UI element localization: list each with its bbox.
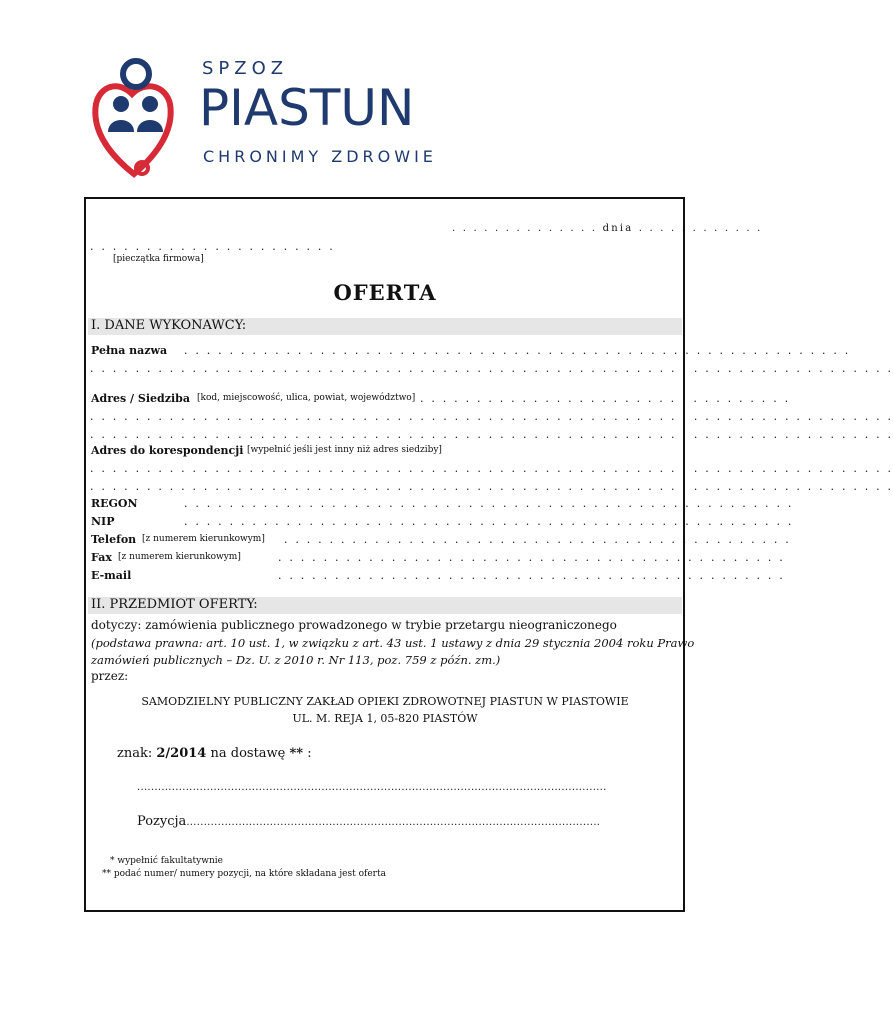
pozycja-line	[137, 814, 600, 829]
address-field[interactable]: . . . . . . . . . . . . . . . . . . . . . . . . . . . . . . . . .	[420, 392, 791, 405]
znak-colon: :	[303, 746, 312, 761]
footnote-2: ** podać numer/ numery pozycji, na które składana jest oferta	[102, 869, 386, 879]
address-field-2[interactable]: . . . . . . . . . . . . . . . . . . . . . . . . . . . . . . . . . . . . . . . . . . . . . . . . . . . . . . . . . . . . . . . . . . . . . . .	[90, 410, 893, 423]
correspondence-hint: [wypełnić jeśli jest inny niż adres siedziby]	[247, 445, 442, 455]
nip-field[interactable]: . . . . . . . . . . . . . . . . . . . . . . . . . . . . . . . . . . . . . . . . . . . . . . . . . . . . . .	[184, 515, 794, 528]
phone-label: Telefon	[91, 533, 137, 546]
znak-line	[117, 746, 312, 761]
email-label: E-mail	[91, 569, 132, 582]
phone-field[interactable]: . . . . . . . . . . . . . . . . . . . . . . . . . . . . . . . . . . . . . . . . . . . . .	[284, 533, 791, 546]
correspondence-label: Adres do korespondencji	[91, 444, 244, 457]
phone-hint: [z numerem kierunkowym]	[142, 534, 265, 544]
date-line[interactable]: . . . . . . . . . . . . . . dnia . . . . . . . . . . . .	[452, 223, 763, 234]
section1-heading: I. DANE WYKONAWCY:	[91, 318, 247, 333]
document-title: OFERTA	[333, 280, 437, 305]
logo-piastun: PIASTUN	[199, 79, 415, 137]
znak-suffix: na dostawę	[206, 746, 290, 761]
regon-field[interactable]: . . . . . . . . . . . . . . . . . . . . . . . . . . . . . . . . . . . . . . . . . . . . . . . . . . . . . .	[184, 497, 794, 510]
full-name-field[interactable]: . . . . . . . . . . . . . . . . . . . . . . . . . . . . . . . . . . . . . . . . . . . . . . . . . . . . . . . . . . .	[184, 344, 851, 357]
fax-field[interactable]: . . . . . . . . . . . . . . . . . . . . . . . . . . . . . . . . . . . . . . . . . . . . .	[278, 551, 785, 564]
delivery-field[interactable]: .......................................................................................................................................	[137, 782, 607, 793]
subject-line1: dotyczy: zamówienia publicznego prowadzonego w trybie przetargu nieograniczonego	[91, 618, 617, 632]
znak-stars: **	[289, 746, 304, 761]
address-hint: [kod, miejscowość, ulica, powiat, województwo]	[197, 393, 416, 403]
stamp-label: [pieczątka firmowa]	[113, 254, 204, 264]
correspondence-field-2[interactable]: . . . . . . . . . . . . . . . . . . . . . . . . . . . . . . . . . . . . . . . . . . . . . . . . . . . . . . . . . . . . . . . . . . . . . . .	[90, 480, 893, 493]
organization-name: SAMODZIELNY PUBLICZNY ZAKŁAD OPIEKI ZDROWOTNEJ PIASTUN W PIASTOWIE	[141, 695, 629, 708]
znak-value: 2/2014	[156, 746, 207, 761]
email-field[interactable]: . . . . . . . . . . . . . . . . . . . . . . . . . . . . . . . . . . . . . . . . . . . . .	[278, 569, 785, 582]
znak-prefix: znak:	[117, 746, 157, 761]
fax-hint: [z numerem kierunkowym]	[118, 552, 241, 562]
subject-line3: zamówień publicznych – Dz. U. z 2010 r. Nr 113, poz. 759 z późn. zm.)	[91, 653, 501, 667]
stamp-dots[interactable]: . . . . . . . . . . . . . . . . . . . . . .	[90, 240, 335, 253]
pozycja-field[interactable]: .......................................................................................................................	[186, 817, 601, 828]
logo-spzoz: SPZOZ	[202, 58, 289, 79]
subject-line2: (podstawa prawna: art. 10 ust. 1, w związku z art. 43 ust. 1 ustawy z dnia 29 stycznia 2004 roku Prawo	[91, 636, 695, 650]
logo-tagline: CHRONIMY ZDROWIE	[203, 147, 437, 166]
section2-heading: II. PRZEDMIOT OFERTY:	[91, 597, 258, 612]
nip-label: NIP	[91, 515, 115, 528]
organization-address: UL. M. REJA 1, 05-820 PIASTÓW	[292, 712, 478, 725]
regon-label: REGON	[91, 497, 138, 510]
fax-label: Fax	[91, 551, 112, 564]
address-field-3[interactable]: . . . . . . . . . . . . . . . . . . . . . . . . . . . . . . . . . . . . . . . . . . . . . . . . . . . . . . . . . . . . . . . . . . . . . . .	[90, 428, 893, 441]
full-name-label: Pełna nazwa	[91, 344, 168, 357]
full-name-field-2[interactable]: . . . . . . . . . . . . . . . . . . . . . . . . . . . . . . . . . . . . . . . . . . . . . . . . . . . . . . . . . . . . . . . . . . . . . . .	[90, 362, 893, 375]
subject-line4: przez:	[91, 669, 129, 683]
footnote-1: * wypełnić fakultatywnie	[110, 856, 223, 866]
pozycja-label: Pozycja	[137, 814, 187, 829]
correspondence-field[interactable]: . . . . . . . . . . . . . . . . . . . . . . . . . . . . . . . . . . . . . . . . . . . . . . . . . . . . . . . . . . . . . . . . . . . . . . .	[90, 462, 893, 475]
address-label: Adres / Siedziba	[91, 392, 190, 405]
